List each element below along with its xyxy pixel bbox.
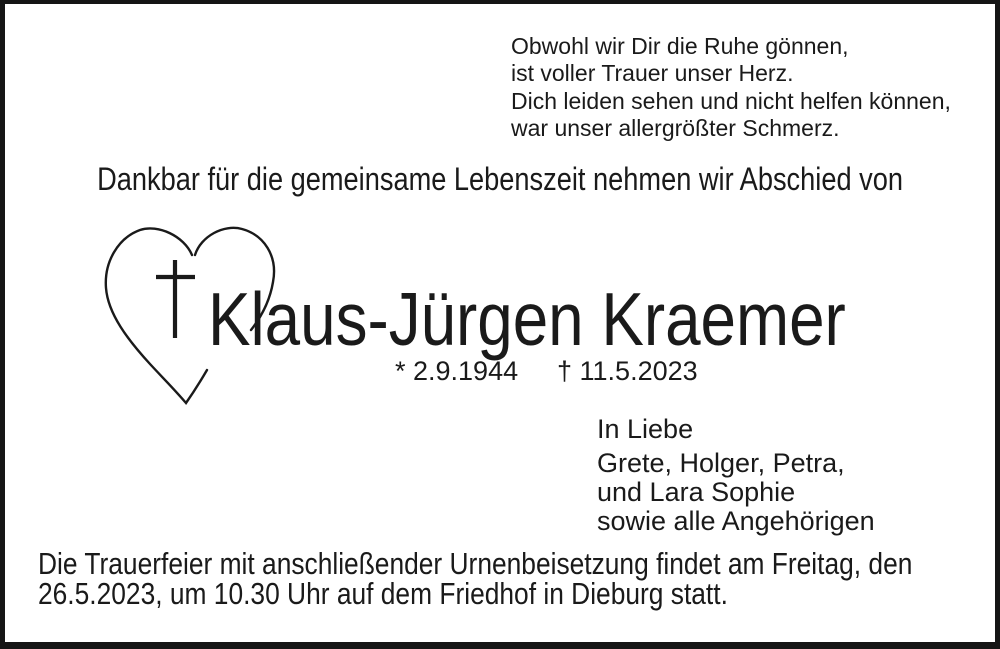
cross-icon	[156, 260, 195, 338]
intro-text: Dankbar für die gemeinsame Lebenszeit nehmen wir Abschied von	[97, 161, 903, 197]
family-line: sowie alle Angehörigen	[597, 505, 875, 536]
poem-line: ist voller Trauer unser Herz.	[511, 60, 794, 87]
intro-line	[5, 162, 995, 196]
deceased-name: Klaus-Jürgen Kraemer	[208, 277, 846, 361]
poem-line: war unser allergrößter Schmerz.	[511, 115, 840, 142]
funeral-line: 26.5.2023, um 10.30 Uhr auf dem Friedhof in Dieburg statt.	[38, 576, 728, 611]
poem-block	[511, 33, 951, 143]
funeral-line: Die Trauerfeier mit anschließender Urnenbeisetzung findet am Freitag, den	[38, 546, 913, 581]
poem-line: Obwohl wir Dir die Ruhe gönnen,	[511, 33, 849, 59]
birth-date: * 2.9.1944	[395, 356, 519, 386]
farewell-heading: In Liebe	[597, 414, 694, 444]
family-line: und Lara Sophie	[597, 476, 796, 507]
family-line: Grete, Holger, Petra,	[597, 448, 845, 478]
funeral-notice	[38, 546, 1000, 611]
heart-icon	[106, 228, 207, 403]
poem-line: Dich leiden sehen und nicht helfen können,	[511, 87, 951, 114]
family-names	[597, 449, 875, 535]
death-date: † 11.5.2023	[557, 356, 698, 386]
